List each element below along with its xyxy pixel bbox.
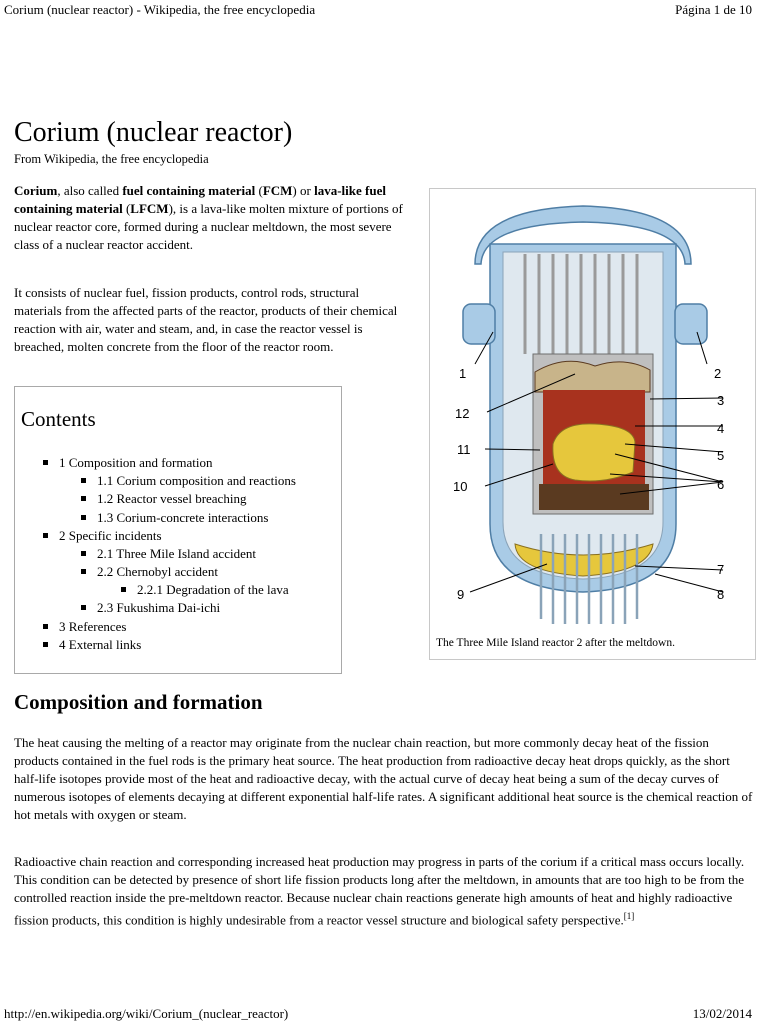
reactor-figure <box>429 188 756 660</box>
figure-label-6: 6 <box>717 477 725 492</box>
page-subtitle: From Wikipedia, the free encyclopedia <box>14 152 209 166</box>
nozzle-right <box>675 304 707 344</box>
term-corium: Corium <box>14 183 58 198</box>
figure-label-4: 4 <box>717 421 725 436</box>
intro-paragraph-2: It consists of nuclear fuel, fission products, control rods, structural materials from the affected parts of the reactor, products of their chemical reaction with air, water and steam, and, in case the reactor vessel is breached, molten concrete from the floor of the reactor room. <box>14 285 398 354</box>
toc-link[interactable]: 2.1 Three Mile Island accident <box>97 546 256 561</box>
figure-label-1: 1 <box>459 366 467 381</box>
toc-link[interactable]: 4 External links <box>59 637 142 652</box>
toc-link[interactable]: 3 References <box>59 619 127 634</box>
toc-link[interactable]: 1.2 Reactor vessel breaching <box>97 491 247 506</box>
intro-text-2: ( <box>255 183 263 198</box>
intro-text-4: ( <box>122 201 131 216</box>
toc-item-1-3[interactable] <box>81 509 268 527</box>
page-url: http://en.wikipedia.org/wiki/Corium_(nuclear_reactor) <box>4 1006 289 1021</box>
page-title: Corium (nuclear reactor) <box>14 117 293 148</box>
reactor-diagram <box>435 194 750 634</box>
toc-link[interactable]: 1 Composition and formation <box>59 455 213 470</box>
figure-label-5: 5 <box>717 448 725 463</box>
page-header <box>0 0 768 20</box>
toc-item-2[interactable] <box>43 527 162 545</box>
toc-link[interactable]: 2.2 Chernobyl accident <box>97 564 218 579</box>
term-fcm-full: fuel containing material <box>122 183 256 198</box>
toc-link[interactable]: 2 Specific incidents <box>59 528 162 543</box>
toc-item-4[interactable] <box>43 636 141 654</box>
intro-text-5: ), is a lava-like molten mixture of portions of nuclear reactor core, formed during a nuclear meltdown, the most severe class of a nuclear reactor accident. <box>14 201 403 252</box>
nozzle-left <box>463 304 495 344</box>
section-heading: Composition and formation <box>14 690 263 714</box>
figure-label-7: 7 <box>717 562 725 577</box>
toc-item-1[interactable] <box>43 454 212 472</box>
figure-caption: The Three Mile Island reactor 2 after the meltdown. <box>436 637 675 649</box>
intro-text-1: , also called <box>57 183 123 198</box>
intro-paragraph <box>14 182 406 254</box>
figure-label-10: 10 <box>453 479 468 494</box>
figure-label-12: 12 <box>455 406 470 421</box>
figure-label-2: 2 <box>714 366 722 381</box>
toc-item-2-3[interactable] <box>81 599 220 617</box>
debris-bed <box>535 361 650 392</box>
term-fcm: FCM <box>262 183 293 198</box>
page-number: Página 1 de 10 <box>675 2 752 17</box>
reference-link[interactable]: [1] <box>623 911 635 921</box>
table-of-contents <box>14 386 342 674</box>
print-date: 13/02/2014 <box>692 1006 752 1021</box>
term-lfcm: LFCM <box>130 201 169 216</box>
toc-item-1-2[interactable] <box>81 490 246 508</box>
figure-label-8: 8 <box>717 587 725 602</box>
intro-text-3: ) or <box>292 183 315 198</box>
toc-title: Contents <box>21 407 96 431</box>
document-title: Corium (nuclear reactor) - Wikipedia, the free encyclopedia <box>4 2 316 17</box>
figure-label-9: 9 <box>457 587 465 602</box>
toc-item-2-2[interactable] <box>81 563 218 581</box>
toc-item-1-1[interactable] <box>81 472 296 490</box>
term-lfcm-full: lava-like fuel containing material <box>14 183 386 216</box>
toc-link[interactable]: 1.3 Corium-concrete interactions <box>97 510 269 525</box>
lower-fuel <box>539 484 649 510</box>
toc-link[interactable]: 2.3 Fukushima Dai-ichi <box>97 600 221 615</box>
figure-label-3: 3 <box>717 393 725 408</box>
figure-label-11: 11 <box>457 442 471 457</box>
toc-link[interactable]: 1.1 Corium composition and reactions <box>97 473 296 488</box>
section-paragraph-1: The heat causing the melting of a reactor may originate from the nuclear chain reaction, but more commonly decay heat of the fission products contained in the fuel rods is the primary heat source. The heat production from radioactive decay heat drops quickly, as the short half-life isotopes provide most of the heat and radioactive decay, with the actual curve of decay heat being a sum of the decay curves of numerous isotopes of elements decaying at different exponential half-life rates. A significant additional heat source is the chemical reaction of hot metals with oxygen or steam. <box>14 735 753 822</box>
toc-item-2-1[interactable] <box>81 545 256 563</box>
paragraph-2-text: Radioactive chain reaction and corresponding increased heat production may progress in parts of the corium if a critical mass occurs locally. This condition can be detected by presence of short life fission products long after the meltdown, in amounts that are too high to be from the controlled reaction inside the pre-meltdown reactor. Because nuclear chain reactions generate high amounts of heat and highly radioactive fission products, this condition is highly undesirable from a reactor vessel structure and biological safety perspective. <box>14 854 745 928</box>
toc-item-2-2-1[interactable] <box>121 581 289 599</box>
toc-link[interactable]: 2.2.1 Degradation of the lava <box>137 582 289 597</box>
section-paragraph-2 <box>14 853 754 929</box>
toc-item-3[interactable] <box>43 618 127 636</box>
molten-yellow-region <box>553 424 635 481</box>
